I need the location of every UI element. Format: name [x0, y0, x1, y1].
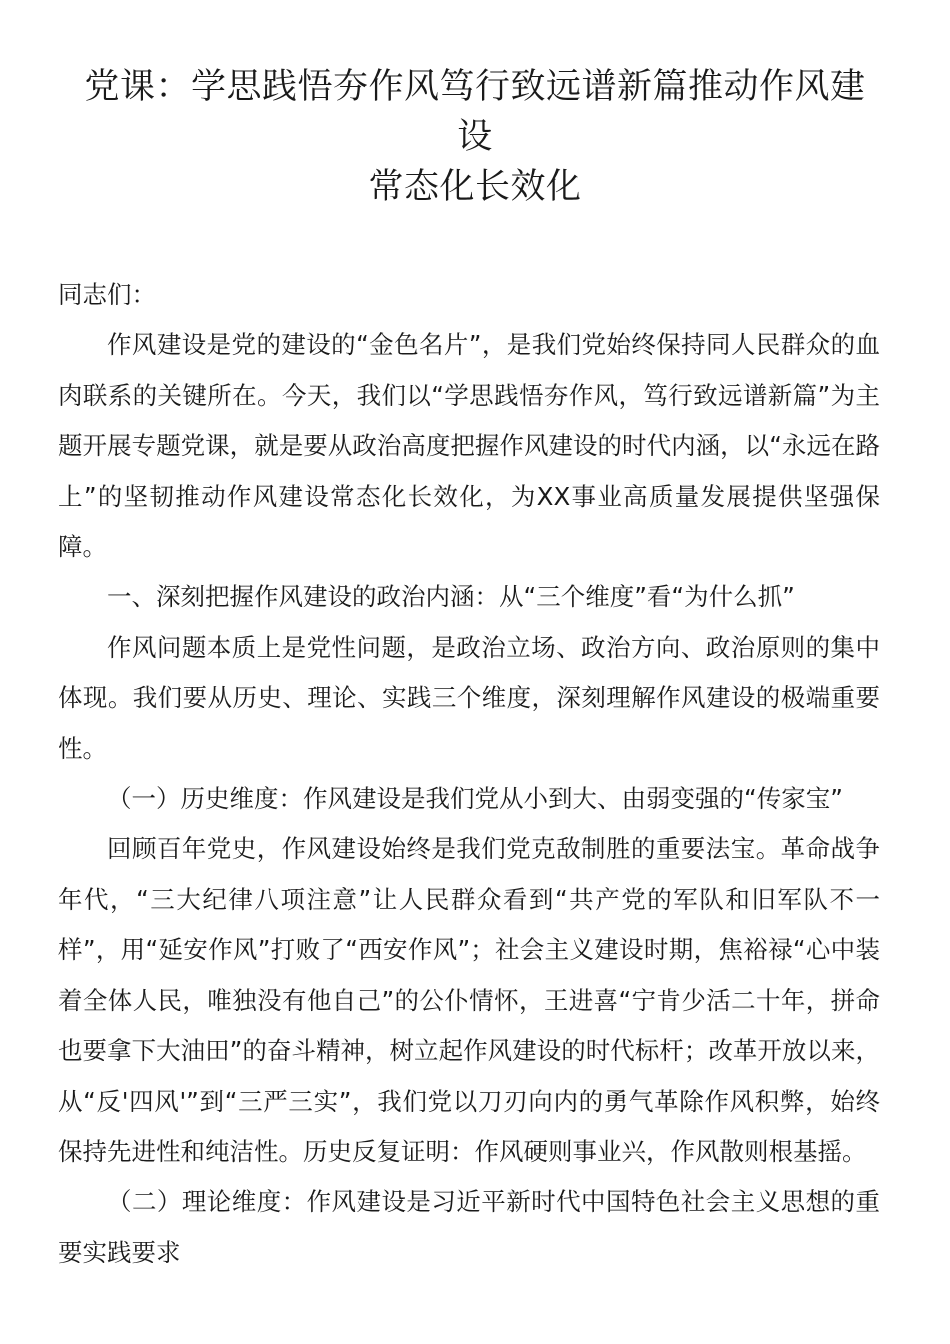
document-title — [58, 62, 880, 212]
document-body — [58, 270, 880, 1278]
paragraph-history: 回顾百年党史，作风建设始终是我们党克敌制胜的重要法宝。革命战争年代，“三大纪律八项注意”让人民群众看到“共产党的军队和旧军队不一样”，用“延安作风”打败了“西安作风”；社会主义建设时期，焦裕禄“心中装着全体人民，唯独没有他自己”的公仆情怀，王进喜“宁肯少活二十年，拼命也要拿下大油田”的奋斗精神，树立起作风建设的时代标杆；改革开放以来，从“反'四风'”到“三严三实”，我们党以刀刃向内的勇气革除作风积弊，始终保持先进性和纯洁性。历史反复证明：作风硬则事业兴，作风散则根基摇。 — [58, 834, 880, 1166]
title-line-2: 常态化长效化 — [368, 167, 582, 207]
section-heading-1: 一、深刻把握作风建设的政治内涵：从“三个维度”看“为什么抓” — [107, 582, 795, 612]
paragraph-intro: 作风建设是党的建设的“金色名片”，是我们党始终保持同人民群众的血肉联系的关键所在。今天，我们以“学思践悟夯作风，笃行致远谱新篇”为主题开展专题党课，就是要从政治高度把握作风建设的时代内涵，以“永远在路上”的坚韧推动作风建设常态化长效化，为XX事业高质量发展提供坚强保障。 — [58, 330, 880, 562]
subsection-heading-2: （二）理论维度：作风建设是习近平新时代中国特色社会主义思想的重要实践要求 — [58, 1187, 880, 1267]
title-line-1: 党课：学思践悟夯作风笃行致远谱新篇推动作风建设 — [84, 67, 866, 157]
paragraph-section-1: 作风问题本质上是党性问题，是政治立场、政治方向、政治原则的集中体现。我们要从历史、理论、实践三个维度，深刻理解作风建设的极端重要性。 — [58, 632, 880, 763]
subsection-heading-1: （一）历史维度：作风建设是我们党从小到大、由弱变强的“传家宝” — [107, 784, 843, 814]
salutation: 同志们： — [58, 280, 156, 309]
